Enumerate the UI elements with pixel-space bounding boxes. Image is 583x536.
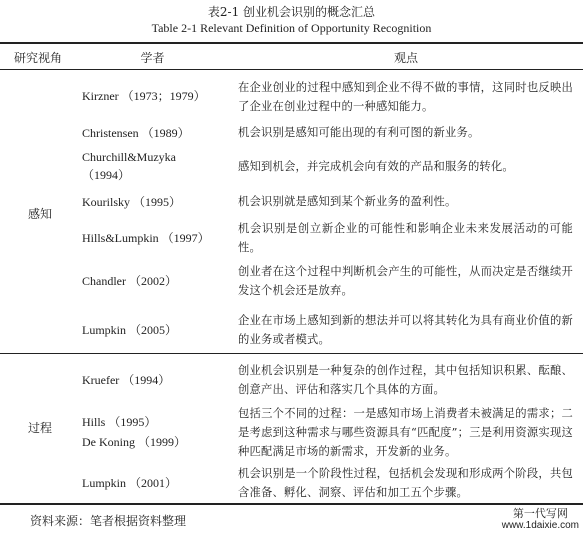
scholar-cell: Lumpkin （2005） [82, 323, 177, 337]
scholar-cell: Kirzner （1973；1979） [82, 89, 206, 103]
scholar-cell: Christensen （1989） [82, 126, 190, 140]
watermark-title: 第一代写网 [512, 507, 568, 520]
view-cell: 在企业创业的过程中感知到企业不得不做的事情，这同时也反映出了企业在创业过程中的一种感知能力。 [238, 81, 573, 113]
view-cell: 创业机会识别是一种复杂的创作过程，其中包括知识积累、酝酿、创意产出、评估和落实几个具体的方面。 [238, 364, 573, 396]
scholar-cell: Hills&Lumpkin （1997） [82, 231, 210, 245]
scholar-cell: Hills （1995） [82, 415, 157, 429]
view-cell: 企业在市场上感知到新的想法并可以将其转化为具有商业价值的新的业务或者模式。 [238, 314, 573, 346]
view-cell: 机会识别就是感知到某个新业务的盈利性。 [238, 195, 457, 208]
view-cell: 创业者在这个过程中判断机会产生的可能性，从而决定是否继续开发这个机会还是放弃。 [238, 265, 573, 297]
column-header-view: 观点 [393, 51, 418, 65]
column-header-scholar: 学者 [140, 51, 165, 65]
view-cell: 感知到机会，并完成机会向有效的产品和服务的转化。 [238, 160, 514, 173]
column-header-perspective: 研究视角 [14, 51, 63, 65]
view-cell: 机会识别是感知可能出现的有利可图的新业务。 [238, 126, 480, 139]
group-label-perception: 感知 [28, 207, 53, 221]
view-cell: 机会识别是创立新企业的可能性和影响企业未来发展活动的可能性。 [238, 222, 573, 254]
source-note: 资料来源：笔者根据资料整理 [30, 514, 187, 528]
group-label-process: 过程 [28, 421, 53, 435]
view-cell: 机会识别是一个阶段性过程，包括机会发现和形成两个阶段，共包含准备、孵化、洞察、评估和加工五个步骤。 [238, 467, 573, 499]
watermark [500, 508, 581, 532]
scholar-cell: Chandler （2002） [82, 274, 177, 288]
top-rule [0, 42, 583, 44]
scholar-cell: Kruefer （1994） [82, 373, 171, 387]
scholar-cell: Kourilsky （1995） [82, 195, 182, 209]
scholar-cell: Lumpkin （2001） [82, 476, 177, 490]
view-cell: 包括三个不同的过程：一是感知市场上消费者未被满足的需求；二是考虑到这种需求与哪些资源具有“匹配度”；三是利用资源实现这种匹配满足市场的新需求，开发新的业务。 [238, 407, 573, 458]
bottom-rule [0, 503, 583, 505]
table-caption-en: Table 2-1 Relevant Definition of Opportunity Recognition [151, 21, 432, 35]
section-rule [0, 353, 583, 354]
scholar-cell: De Koning （1999） [82, 435, 186, 449]
watermark-url: www.1daixie.com [501, 520, 579, 531]
table-caption-cn: 表2-1 创业机会识别的概念汇总 [207, 5, 376, 19]
header-rule [0, 69, 583, 70]
scholar-cell: Churchill&Muzyka （1994） [82, 150, 176, 182]
